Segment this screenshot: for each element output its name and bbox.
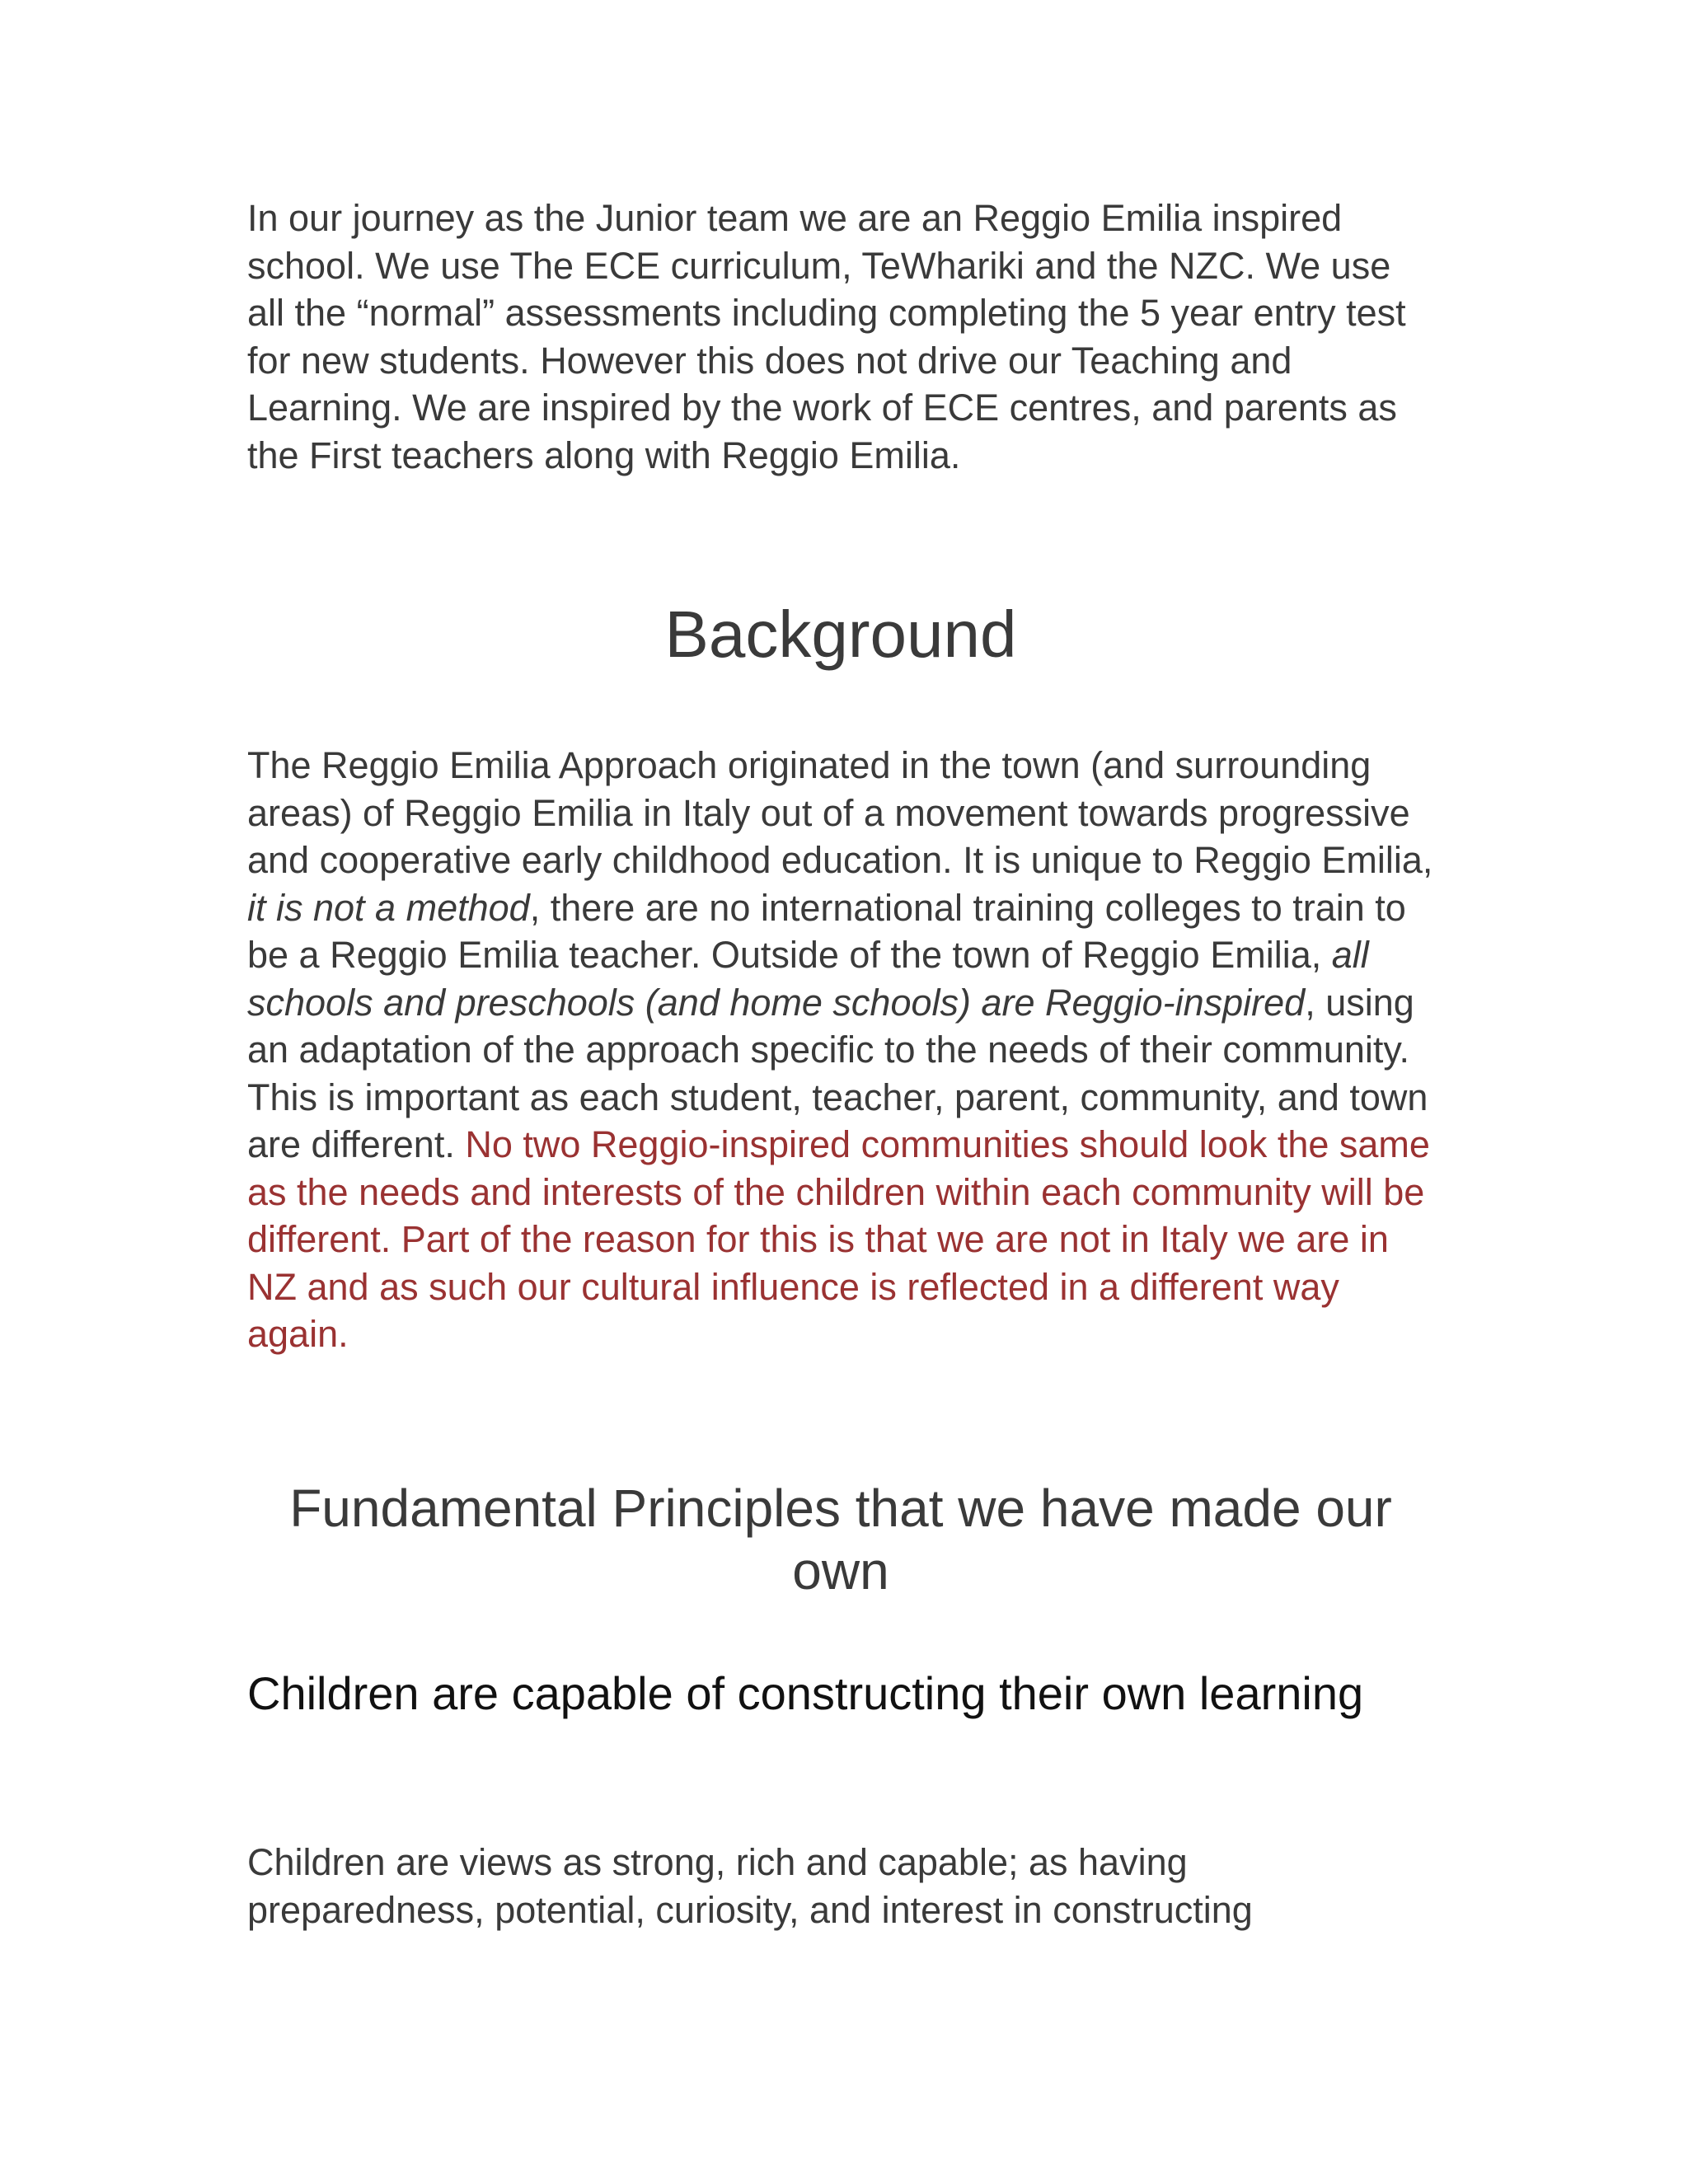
document-page — [247, 194, 1434, 1931]
principle-subheading: Children are capable of constructing their own learning — [247, 1667, 1364, 1719]
principles-heading: Fundamental Principles that we have made our own — [289, 1479, 1392, 1601]
background-italic-2: all schools and preschools (and home schools) are Reggio-inspired — [247, 934, 1369, 1024]
background-italic-1: it is not a method — [247, 886, 530, 929]
background-paragraph — [247, 742, 1434, 1358]
intro-paragraph: In our journey as the Junior team we are an Reggio Emilia inspired school. We use The ECE curriculum, TeWhariki and the NZC. We use all the “normal” assessments including completing the 5 year entry test for new students. However this does not drive our Teaching and Learning. We are inspired by the work of ECE centres, and parents as the First teachers along with Reggio Emilia. — [247, 197, 1406, 476]
background-text-3: , using an adaptation of the approach specific to the needs of their community. This is important as each student, teacher, parent, community, and town are different. — [247, 981, 1428, 1165]
background-highlight-text: No two Reggio-inspired communities should look the same as the needs and interests of the children within each community will be different. Part of the reason for this is that we are not in Italy we are in NZ and as such our cultural influence is reflected in a different way again. — [247, 1123, 1430, 1355]
background-text-1: The Reggio Emilia Approach originated in the town (and surrounding areas) of Reggio Emilia in Italy out of a movement towards progressive and cooperative early childhood education. It is unique to Reggio Emilia, — [247, 744, 1433, 881]
principle-paragraph: Children are views as strong, rich and capable; as having preparedness, potential, curiosity, and interest in constructing — [247, 1841, 1253, 1931]
background-text-2: , there are no international training colleges to train to be a Reggio Emilia teacher. Outside of the town of Reggio Emilia, — [247, 886, 1406, 976]
background-heading: Background — [664, 598, 1017, 671]
